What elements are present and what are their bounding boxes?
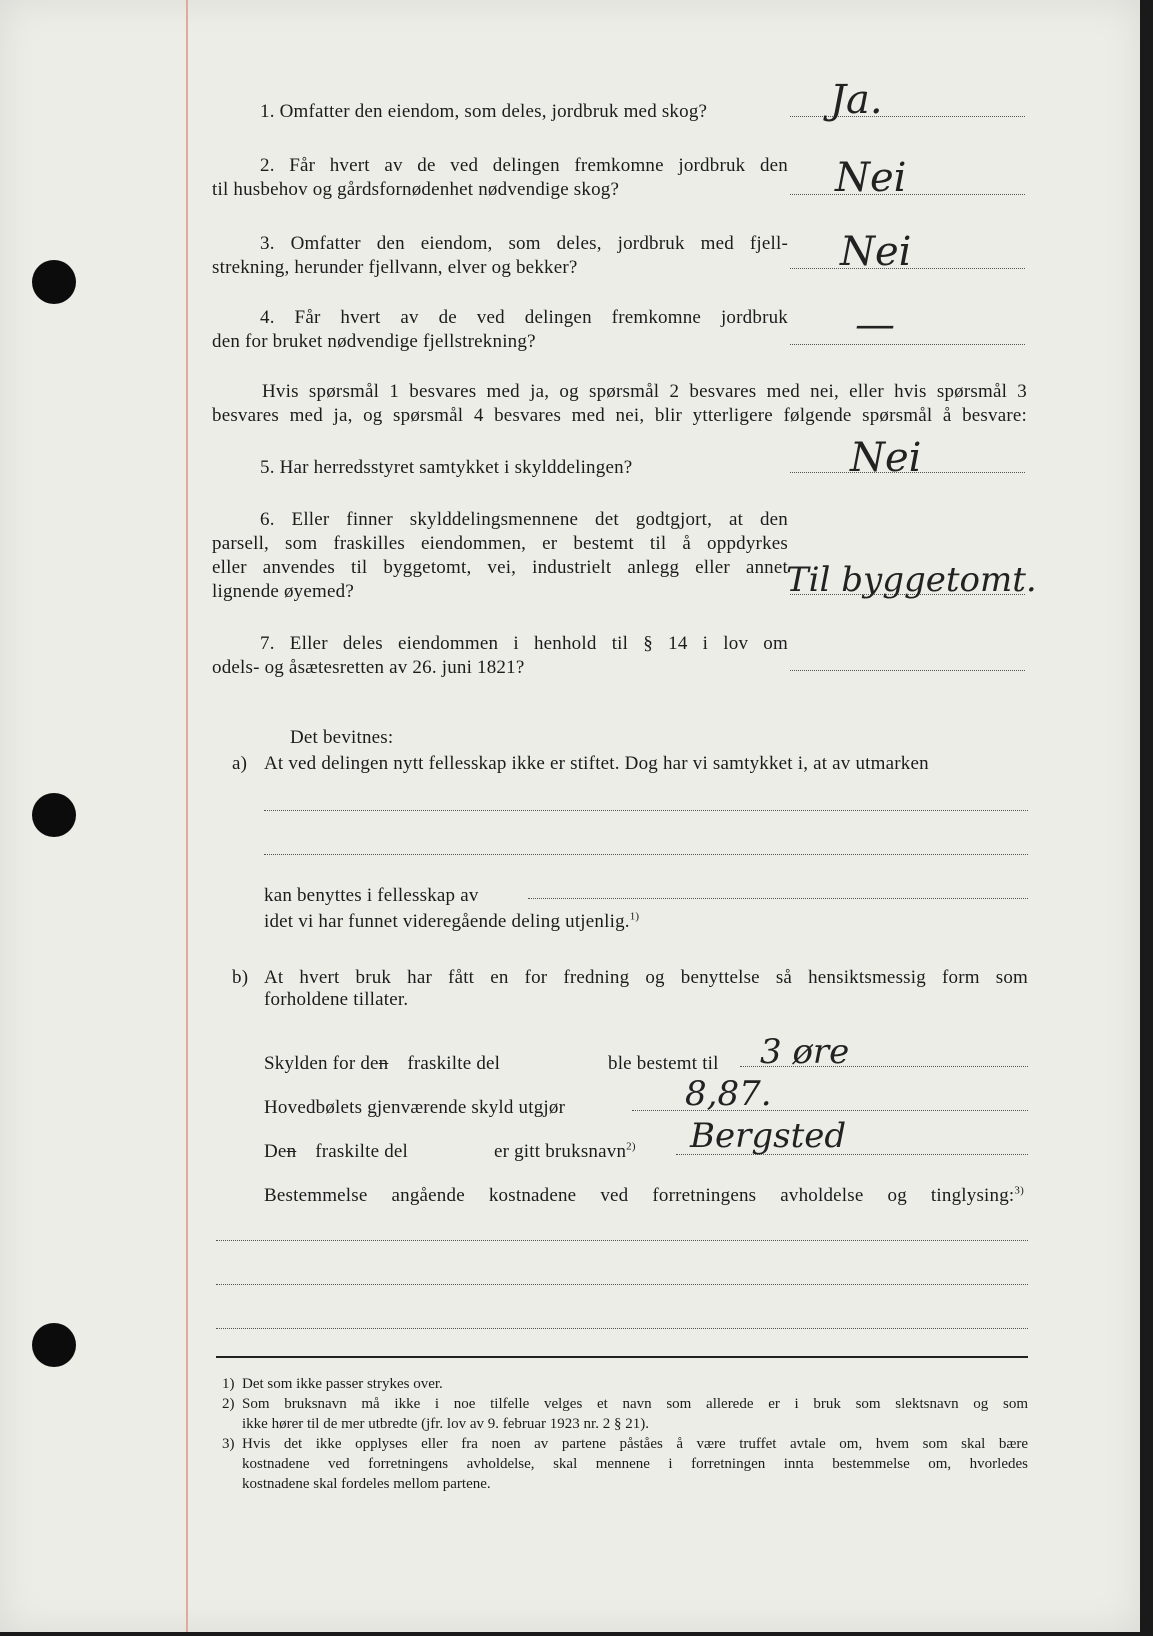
question-3-line2: strekning, herunder fjellvann, elver og bekker? [212, 257, 578, 278]
answer-3-handwritten: Nei [840, 229, 912, 275]
footnote-1-mark: 1) [222, 1376, 235, 1392]
answer-line-2 [790, 194, 1025, 195]
blank-line [216, 1284, 1028, 1285]
struck-letter: n [378, 1053, 389, 1074]
certify-a-shared-use: kan benyttes i fellesskap av [264, 885, 479, 906]
footnote-ref: 3) [1014, 1184, 1024, 1197]
footnote-3-line1: Hvis det ikke opplyses eller fra noen av partene påståes å være truffet avtale om, hvem som skal bære [242, 1436, 1028, 1452]
struck-letter: n [286, 1141, 297, 1162]
footnote-ref: 2) [626, 1140, 636, 1153]
question-7-line1: 7. Eller deles eiendommen i henhold til § 14 i lov om [260, 633, 788, 654]
answer-5-handwritten: Nei [850, 435, 922, 481]
footnote-2-line1: Som bruksnavn må ikke i noe tilfelle velges et navn som allerede er i bruk som slektsnavn og som [242, 1396, 1028, 1412]
question-7-line2: odels- og åsætesretten av 26. juni 1821? [212, 657, 525, 678]
skyld-label: fraskilte del [315, 1141, 409, 1162]
footnote-divider [216, 1356, 1028, 1358]
kostnader-label-text: Bestemmelse angående kostnadene ved forretningens avholdelse og tinglysing: [264, 1185, 1015, 1206]
punch-hole-icon [32, 260, 76, 304]
skyld-label: Skylden for de [264, 1053, 379, 1074]
footnote-2-line2: ikke hører til de mer utbredte (jfr. lov av 9. februar 1923 nr. 2 § 21). [242, 1416, 649, 1432]
footnote-2-mark: 2) [222, 1396, 235, 1412]
conditional-line2: besvares med ja, og spørsmål 4 besvares med nei, blir ytterligere følgende spørsmål å besvare: [212, 405, 1027, 426]
answer-1-handwritten: Ja. [830, 77, 883, 123]
hovedbol-label: Hovedbølets gjenværende skyld utgjør [264, 1097, 566, 1118]
question-2-line2: til husbehov og gårdsfornødenhet nødvendige skog? [212, 179, 620, 200]
blank-line [264, 854, 1028, 855]
answer-line-4 [790, 344, 1025, 345]
blank-line [528, 898, 1028, 899]
bruksnavn-line [264, 1140, 408, 1164]
question-5-text: 5. Har herredsstyret samtykket i skylddelingen? [260, 457, 633, 478]
certify-a-text: At ved delingen nytt fellesskap ikke er stiftet. Dog har vi samtykket i, at av utmarken [264, 753, 929, 774]
footnote-1-text: Det som ikke passer strykes over. [242, 1376, 443, 1392]
blank-line [216, 1328, 1028, 1329]
bruksnavn-value-handwritten: Bergsted [690, 1116, 847, 1156]
skyld-label: De [264, 1141, 287, 1162]
bruksnavn-label-text: er gitt bruksnavn [494, 1141, 627, 1162]
question-2-line1: 2. Får hvert av de ved delingen fremkomne jordbruk den [260, 155, 788, 176]
certify-heading: Det bevitnes: [290, 727, 394, 748]
bruksnavn-label [494, 1140, 636, 1164]
kostnader-label [264, 1184, 1024, 1208]
skyld-label: fraskilte del [407, 1053, 501, 1074]
certify-b-line2: forholdene tillater. [264, 989, 409, 1010]
punch-hole-icon [32, 1323, 76, 1367]
blank-line [264, 810, 1028, 811]
question-3-line1: 3. Omfatter den eiendom, som deles, jordbruk med fjell- [260, 233, 788, 254]
question-6-line2: parsell, som fraskilles eiendommen, er bestemt til å oppdyrkes [212, 533, 788, 554]
skyld-line1-right: ble bestemt til [608, 1053, 719, 1074]
hovedbol-value-handwritten: 8,87. [685, 1074, 772, 1114]
certify-a-label: a) [232, 753, 248, 774]
skyld-value-handwritten: 3 øre [760, 1032, 850, 1072]
question-1-text: 1. Omfatter den eiendom, som deles, jordbruk med skog? [260, 101, 708, 122]
question-6-line3: eller anvendes til byggetomt, vei, industrielt anlegg eller annet [212, 557, 788, 578]
certify-b-label: b) [232, 967, 249, 988]
question-6-line1: 6. Eller finner skylddelingsmennene det godtgjort, at den [260, 509, 788, 530]
footnote-3-mark: 3) [222, 1436, 235, 1452]
certify-b-line1: At hvert bruk har fått en for fredning og benyttelse så hensiktsmessig form som [264, 967, 1028, 988]
question-4-line1: 4. Får hvert av de ved delingen fremkomne jordbruk [260, 307, 788, 328]
answer-line-7 [790, 670, 1025, 671]
question-6-line4: lignende øyemed? [212, 581, 354, 602]
answer-6-handwritten: Til byggetomt. [786, 560, 1037, 600]
margin-line [186, 0, 188, 1632]
question-4-line2: den for bruket nødvendige fjellstrekning? [212, 331, 536, 352]
answer-line-1 [790, 116, 1025, 117]
punch-hole-icon [32, 793, 76, 837]
certify-a-conclusion [264, 910, 639, 934]
answer-2-handwritten: Nei [835, 155, 907, 201]
skyld-line1 [264, 1052, 500, 1076]
footnote-3-line2: kostnadene ved forretningens avholdelse, skal mennene i forretningen innta bestemmelse om, hvorledes [242, 1456, 1028, 1472]
certify-a-conclusion-text: idet vi har funnet videregående deling utjenlig. [264, 911, 630, 932]
conditional-line1: Hvis spørsmål 1 besvares med ja, og spørsmål 2 besvares med nei, eller hvis spørsmål 3 [262, 381, 1027, 402]
footnote-ref: 1) [629, 910, 640, 923]
footnote-3-line3: kostnadene skal fordeles mellom partene. [242, 1476, 491, 1492]
blank-line [216, 1240, 1028, 1241]
answer-4-handwritten: — [855, 302, 895, 348]
